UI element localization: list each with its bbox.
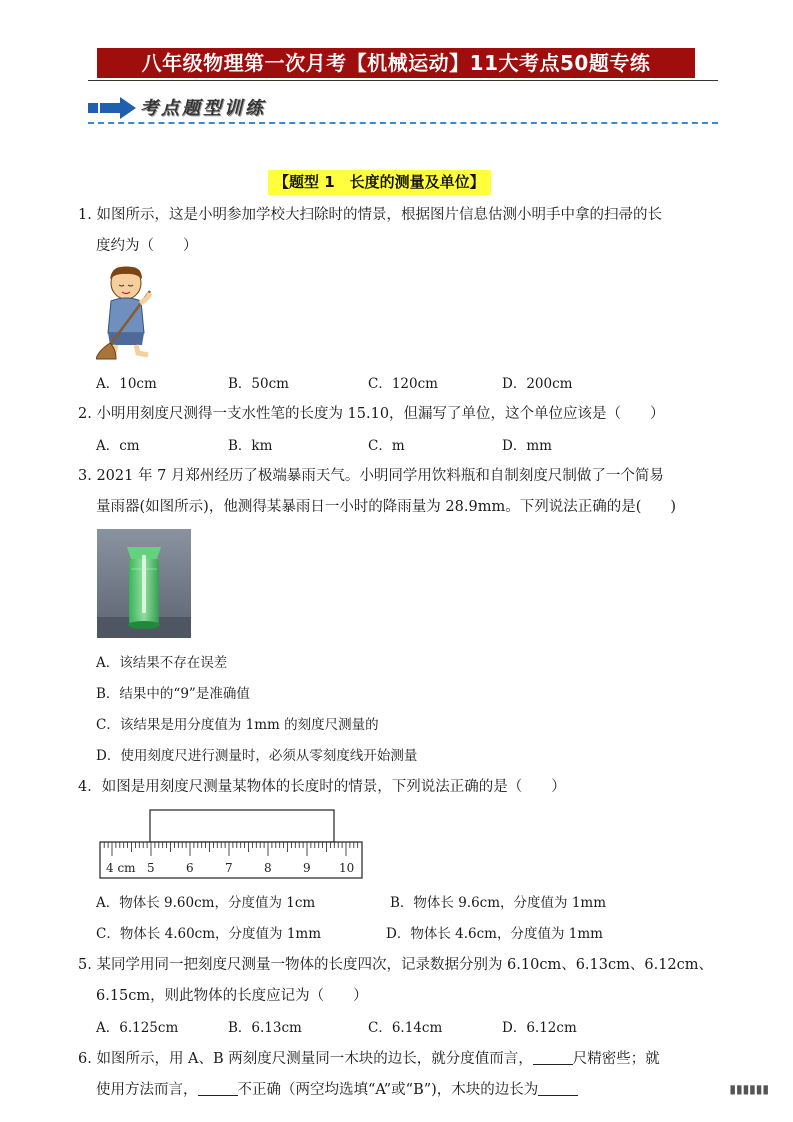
q2-option-a[interactable]: A．cm [96, 438, 140, 454]
q6-text-part2: 尺精密些；就 [572, 1051, 660, 1067]
q4-option-d[interactable]: D．物体长 4.6cm，分度值为 1mm [386, 926, 603, 942]
q6-text-part4: 不正确（两空均选填“A”或“B”)，木块的边长为 [237, 1082, 539, 1098]
ruler-label-6: 6 [186, 861, 194, 875]
ruler-label-8: 8 [264, 861, 272, 875]
q2-text-line1: 2. 小明用刻度尺测得一支水性笔的长度为 15.10，但漏写了单位，这个单位应该是（ ） [78, 406, 665, 422]
q6-blank-1[interactable] [533, 1050, 573, 1065]
q6-text-part3: 使用方法而言， [96, 1082, 198, 1098]
ruler-diagram [98, 808, 364, 886]
q4-text-line1: 4．如图是用刻度尺测量某物体的长度时的情景，下列说法正确的是（ ） [78, 779, 566, 795]
q5-option-c[interactable]: C．6.14cm [368, 1020, 443, 1036]
q1-option-a[interactable]: A．10cm [96, 376, 157, 392]
q4-option-b[interactable]: B．物体长 9.6cm，分度值为 1mm [390, 895, 607, 911]
q3-option-c[interactable]: C．该结果是用分度值为 1mm 的刻度尺测量的 [96, 717, 379, 733]
q3-text-line1: 3. 2021 年 7 月郑州经历了极端暴雨天气。小明同学用饮料瓶和自制刻度尺制做了一个简易 [78, 468, 664, 484]
title-divider [88, 80, 718, 81]
q2-option-d[interactable]: D．mm [502, 438, 552, 454]
q1-text-line2: 度约为（ ） [96, 238, 198, 254]
q3-option-b[interactable]: B．结果中的“9”是准确值 [96, 686, 250, 702]
banner-divider [88, 122, 718, 124]
q4-option-c[interactable]: C．物体长 4.60cm，分度值为 1mm [96, 926, 322, 942]
watermark-icon: ▮▮▮▮▮▮ [723, 1080, 775, 1098]
q5-option-b[interactable]: B．6.13cm [228, 1020, 302, 1036]
q5-text-line1: 5. 某同学用同一把刻度尺测量一物体的长度四次，记录数据分别为 6.10cm、6.13cm、6.12cm、 [78, 957, 714, 973]
q1-text-line1: 1. 如图所示，这是小明参加学校大扫除时的情景，根据图片信息估测小明手中拿的扫帚的长 [78, 207, 662, 223]
ruler-label-5: 5 [147, 861, 155, 875]
document-title: 八年级物理第一次月考【机械运动】11大考点50题专练 [97, 48, 695, 78]
banner-heading: 考点题型训练 [140, 98, 266, 119]
q1-option-b[interactable]: B．50cm [228, 376, 289, 392]
q3-option-d[interactable]: D．使用刻度尺进行测量时，必须从零刻度线开始测量 [96, 748, 418, 764]
q3-option-a[interactable]: A．该结果不存在误差 [96, 655, 228, 671]
ruler-label-4: 4 cm [106, 861, 136, 875]
q1-option-c[interactable]: C．120cm [368, 376, 438, 392]
ruler-label-9: 9 [303, 861, 311, 875]
q5-text-line2: 6.15cm，则此物体的长度应记为（ ） [96, 988, 368, 1004]
measured-object [150, 810, 334, 842]
q5-option-a[interactable]: A．6.125cm [96, 1020, 179, 1036]
q6-text-line1 [78, 1049, 660, 1069]
rain-gauge-photo [97, 529, 191, 638]
section-title: 【题型 1 长度的测量及单位】 [268, 170, 491, 195]
ruler-label-7: 7 [225, 861, 233, 875]
q1-option-d[interactable]: D．200cm [502, 376, 573, 392]
q6-text-line2 [96, 1080, 578, 1100]
q4-option-a[interactable]: A．物体长 9.60cm，分度值为 1cm [96, 895, 316, 911]
q2-option-b[interactable]: B．km [228, 438, 273, 454]
q6-text-part1: 6. 如图所示，用 A、B 两刻度尺测量同一木块的边长，就分度值而言， [78, 1051, 533, 1067]
arrow-icon [88, 97, 136, 123]
q6-blank-3[interactable] [538, 1081, 578, 1096]
ruler-label-10: 10 [339, 861, 355, 875]
q3-text-line2: 量雨器(如图所示)，他测得某暴雨日一小时的降雨量为 28.9mm。下列说法正确的是( ) [96, 499, 677, 515]
sweeping-boy-image [96, 265, 156, 365]
q2-option-c[interactable]: C．m [368, 438, 405, 454]
q6-blank-2[interactable] [198, 1081, 238, 1096]
q5-option-d[interactable]: D．6.12cm [502, 1020, 577, 1036]
